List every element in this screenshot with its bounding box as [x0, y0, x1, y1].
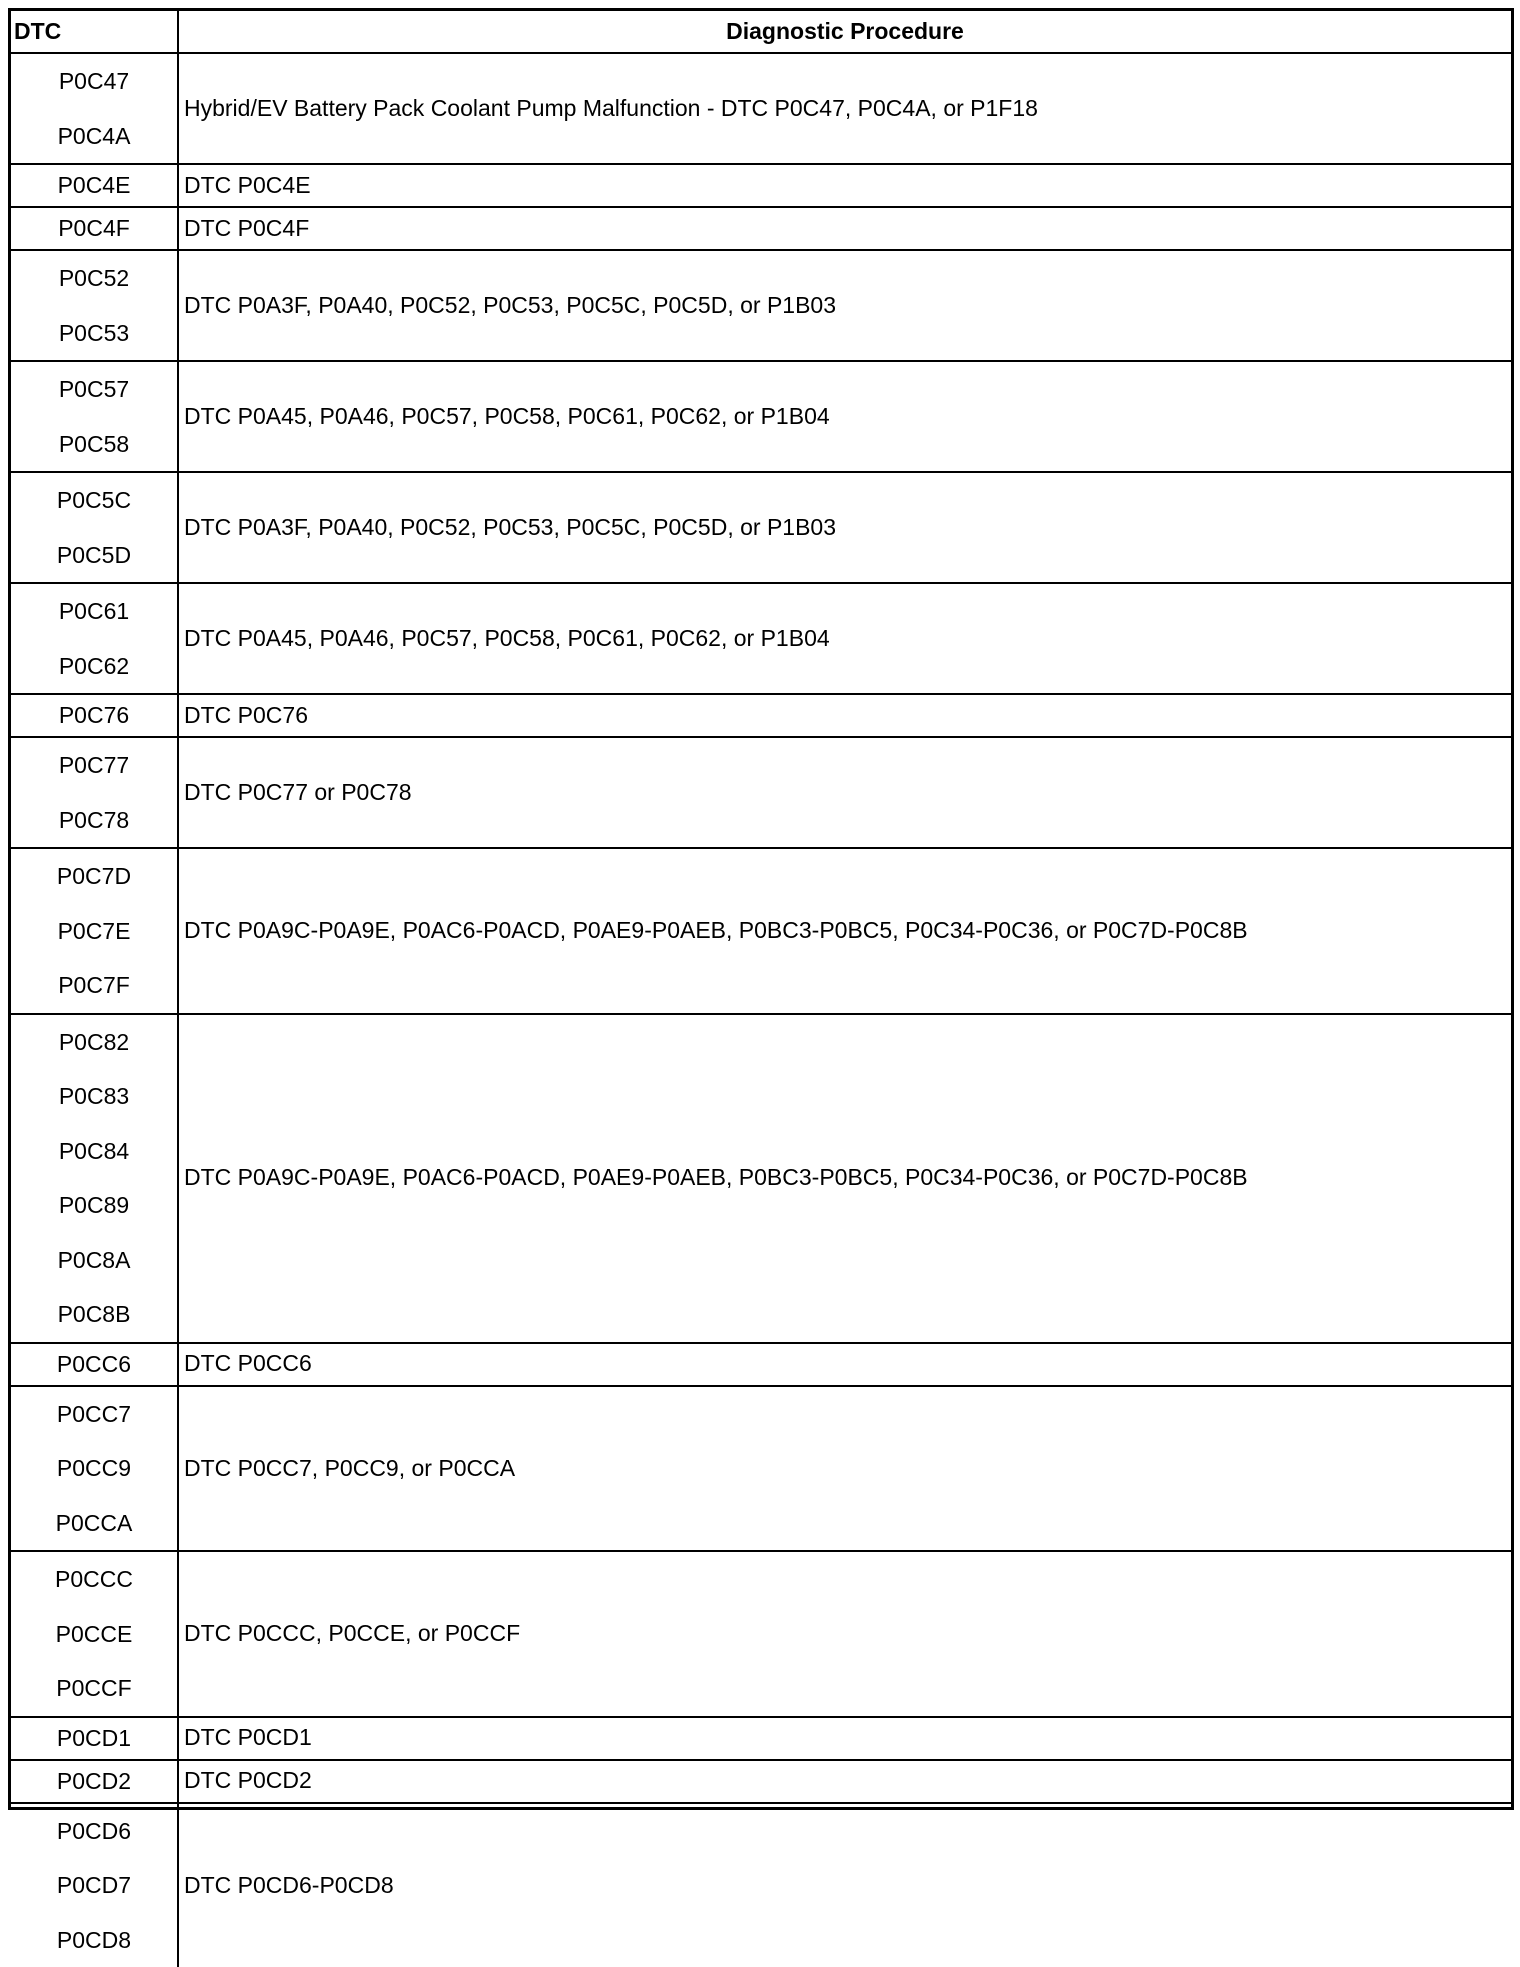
dtc-codes-cell [11, 1717, 178, 1760]
dtc-code: P0C4F [11, 208, 177, 249]
diagnostic-procedure-cell: DTC P0A3F, P0A40, P0C52, P0C53, P0C5C, P0C5D, or P1B03 [178, 250, 1511, 361]
dtc-codes-cell [11, 694, 178, 737]
dtc-code: P0C78 [11, 793, 177, 848]
dtc-code: P0C61 [11, 584, 177, 639]
table-row [11, 472, 1511, 583]
dtc-code: P0C89 [11, 1178, 177, 1233]
dtc-table-container [8, 8, 1514, 1810]
diagnostic-procedure-cell: DTC P0A45, P0A46, P0C57, P0C58, P0C61, P0C62, or P1B04 [178, 583, 1511, 694]
dtc-table [11, 11, 1511, 1967]
dtc-code: P0C76 [11, 695, 177, 736]
table-row [11, 1014, 1511, 1343]
dtc-code: P0CD7 [11, 1858, 177, 1913]
dtc-codes-cell [11, 1760, 178, 1803]
table-header-row [11, 11, 1511, 53]
dtc-codes-cell [11, 1343, 178, 1386]
dtc-codes-cell [11, 737, 178, 848]
diagnostic-procedure-cell: DTC P0A3F, P0A40, P0C52, P0C53, P0C5C, P0C5D, or P1B03 [178, 472, 1511, 583]
dtc-codes-cell [11, 53, 178, 164]
table-row [11, 53, 1511, 164]
dtc-code: P0CC7 [11, 1387, 177, 1442]
dtc-codes-cell [11, 1014, 178, 1343]
table-row [11, 1386, 1511, 1552]
dtc-code: P0CCE [11, 1607, 177, 1662]
dtc-code: P0C8B [11, 1287, 177, 1342]
diagnostic-procedure-cell: DTC P0C4F [178, 207, 1511, 250]
diagnostic-procedure-cell: DTC P0C77 or P0C78 [178, 737, 1511, 848]
dtc-codes-cell [11, 472, 178, 583]
dtc-code: P0C7D [11, 849, 177, 904]
dtc-code: P0C47 [11, 54, 177, 109]
dtc-codes-cell [11, 250, 178, 361]
dtc-code: P0CCF [11, 1661, 177, 1716]
diagnostic-procedure-cell: Hybrid/EV Battery Pack Coolant Pump Malfunction - DTC P0C47, P0C4A, or P1F18 [178, 53, 1511, 164]
table-row [11, 694, 1511, 737]
table-row [11, 1760, 1511, 1803]
table-row [11, 1803, 1511, 1967]
procedure-column-header: Diagnostic Procedure [178, 11, 1511, 53]
diagnostic-procedure-cell: DTC P0A9C-P0A9E, P0AC6-P0ACD, P0AE9-P0AEB, P0BC3-P0BC5, P0C34-P0C36, or P0C7D-P0C8B [178, 1014, 1511, 1343]
dtc-code: P0C8A [11, 1233, 177, 1288]
dtc-code: P0C5C [11, 473, 177, 528]
table-row [11, 1551, 1511, 1717]
table-row [11, 361, 1511, 472]
table-row [11, 164, 1511, 207]
dtc-code: P0C4E [11, 165, 177, 206]
table-row [11, 1717, 1511, 1760]
table-body [11, 53, 1511, 1967]
table-row [11, 583, 1511, 694]
dtc-code: P0C82 [11, 1015, 177, 1070]
dtc-code: P0C77 [11, 738, 177, 793]
diagnostic-procedure-cell: DTC P0CCC, P0CCE, or P0CCF [178, 1551, 1511, 1717]
dtc-codes-cell [11, 207, 178, 250]
diagnostic-procedure-cell: DTC P0CC7, P0CC9, or P0CCA [178, 1386, 1511, 1552]
dtc-code: P0C62 [11, 639, 177, 694]
dtc-code: P0CCA [11, 1496, 177, 1551]
dtc-codes-cell [11, 164, 178, 207]
table-row [11, 848, 1511, 1014]
diagnostic-procedure-cell: DTC P0CC6 [178, 1343, 1511, 1386]
diagnostic-procedure-cell: DTC P0C4E [178, 164, 1511, 207]
dtc-code: P0C7E [11, 904, 177, 959]
diagnostic-procedure-cell: DTC P0A45, P0A46, P0C57, P0C58, P0C61, P0C62, or P1B04 [178, 361, 1511, 472]
dtc-code: P0C5D [11, 528, 177, 583]
table-row [11, 250, 1511, 361]
dtc-code: P0CD8 [11, 1913, 177, 1967]
dtc-code: P0C57 [11, 362, 177, 417]
diagnostic-procedure-cell: DTC P0CD1 [178, 1717, 1511, 1760]
dtc-code: P0C58 [11, 417, 177, 472]
dtc-codes-cell [11, 1386, 178, 1552]
dtc-code: P0CC6 [11, 1344, 177, 1385]
dtc-code: P0C84 [11, 1124, 177, 1179]
table-row [11, 207, 1511, 250]
dtc-codes-cell [11, 1803, 178, 1967]
table-row [11, 1343, 1511, 1386]
diagnostic-procedure-cell: DTC P0A9C-P0A9E, P0AC6-P0ACD, P0AE9-P0AEB, P0BC3-P0BC5, P0C34-P0C36, or P0C7D-P0C8B [178, 848, 1511, 1014]
diagnostic-procedure-cell: DTC P0C76 [178, 694, 1511, 737]
dtc-code: P0CD2 [11, 1761, 177, 1802]
dtc-codes-cell [11, 1551, 178, 1717]
dtc-code: P0CD1 [11, 1718, 177, 1759]
dtc-code: P0C4A [11, 109, 177, 164]
dtc-codes-cell [11, 361, 178, 472]
dtc-code: P0CC9 [11, 1441, 177, 1496]
dtc-column-header: DTC [11, 11, 178, 53]
dtc-code: P0C7F [11, 958, 177, 1013]
dtc-code: P0C83 [11, 1069, 177, 1124]
dtc-codes-cell [11, 583, 178, 694]
dtc-code: P0C53 [11, 306, 177, 361]
diagnostic-procedure-cell: DTC P0CD2 [178, 1760, 1511, 1803]
dtc-code: P0C52 [11, 251, 177, 306]
diagnostic-procedure-cell: DTC P0CD6-P0CD8 [178, 1803, 1511, 1967]
dtc-code: P0CD6 [11, 1804, 177, 1859]
dtc-codes-cell [11, 848, 178, 1014]
dtc-code: P0CCC [11, 1552, 177, 1607]
table-row [11, 737, 1511, 848]
